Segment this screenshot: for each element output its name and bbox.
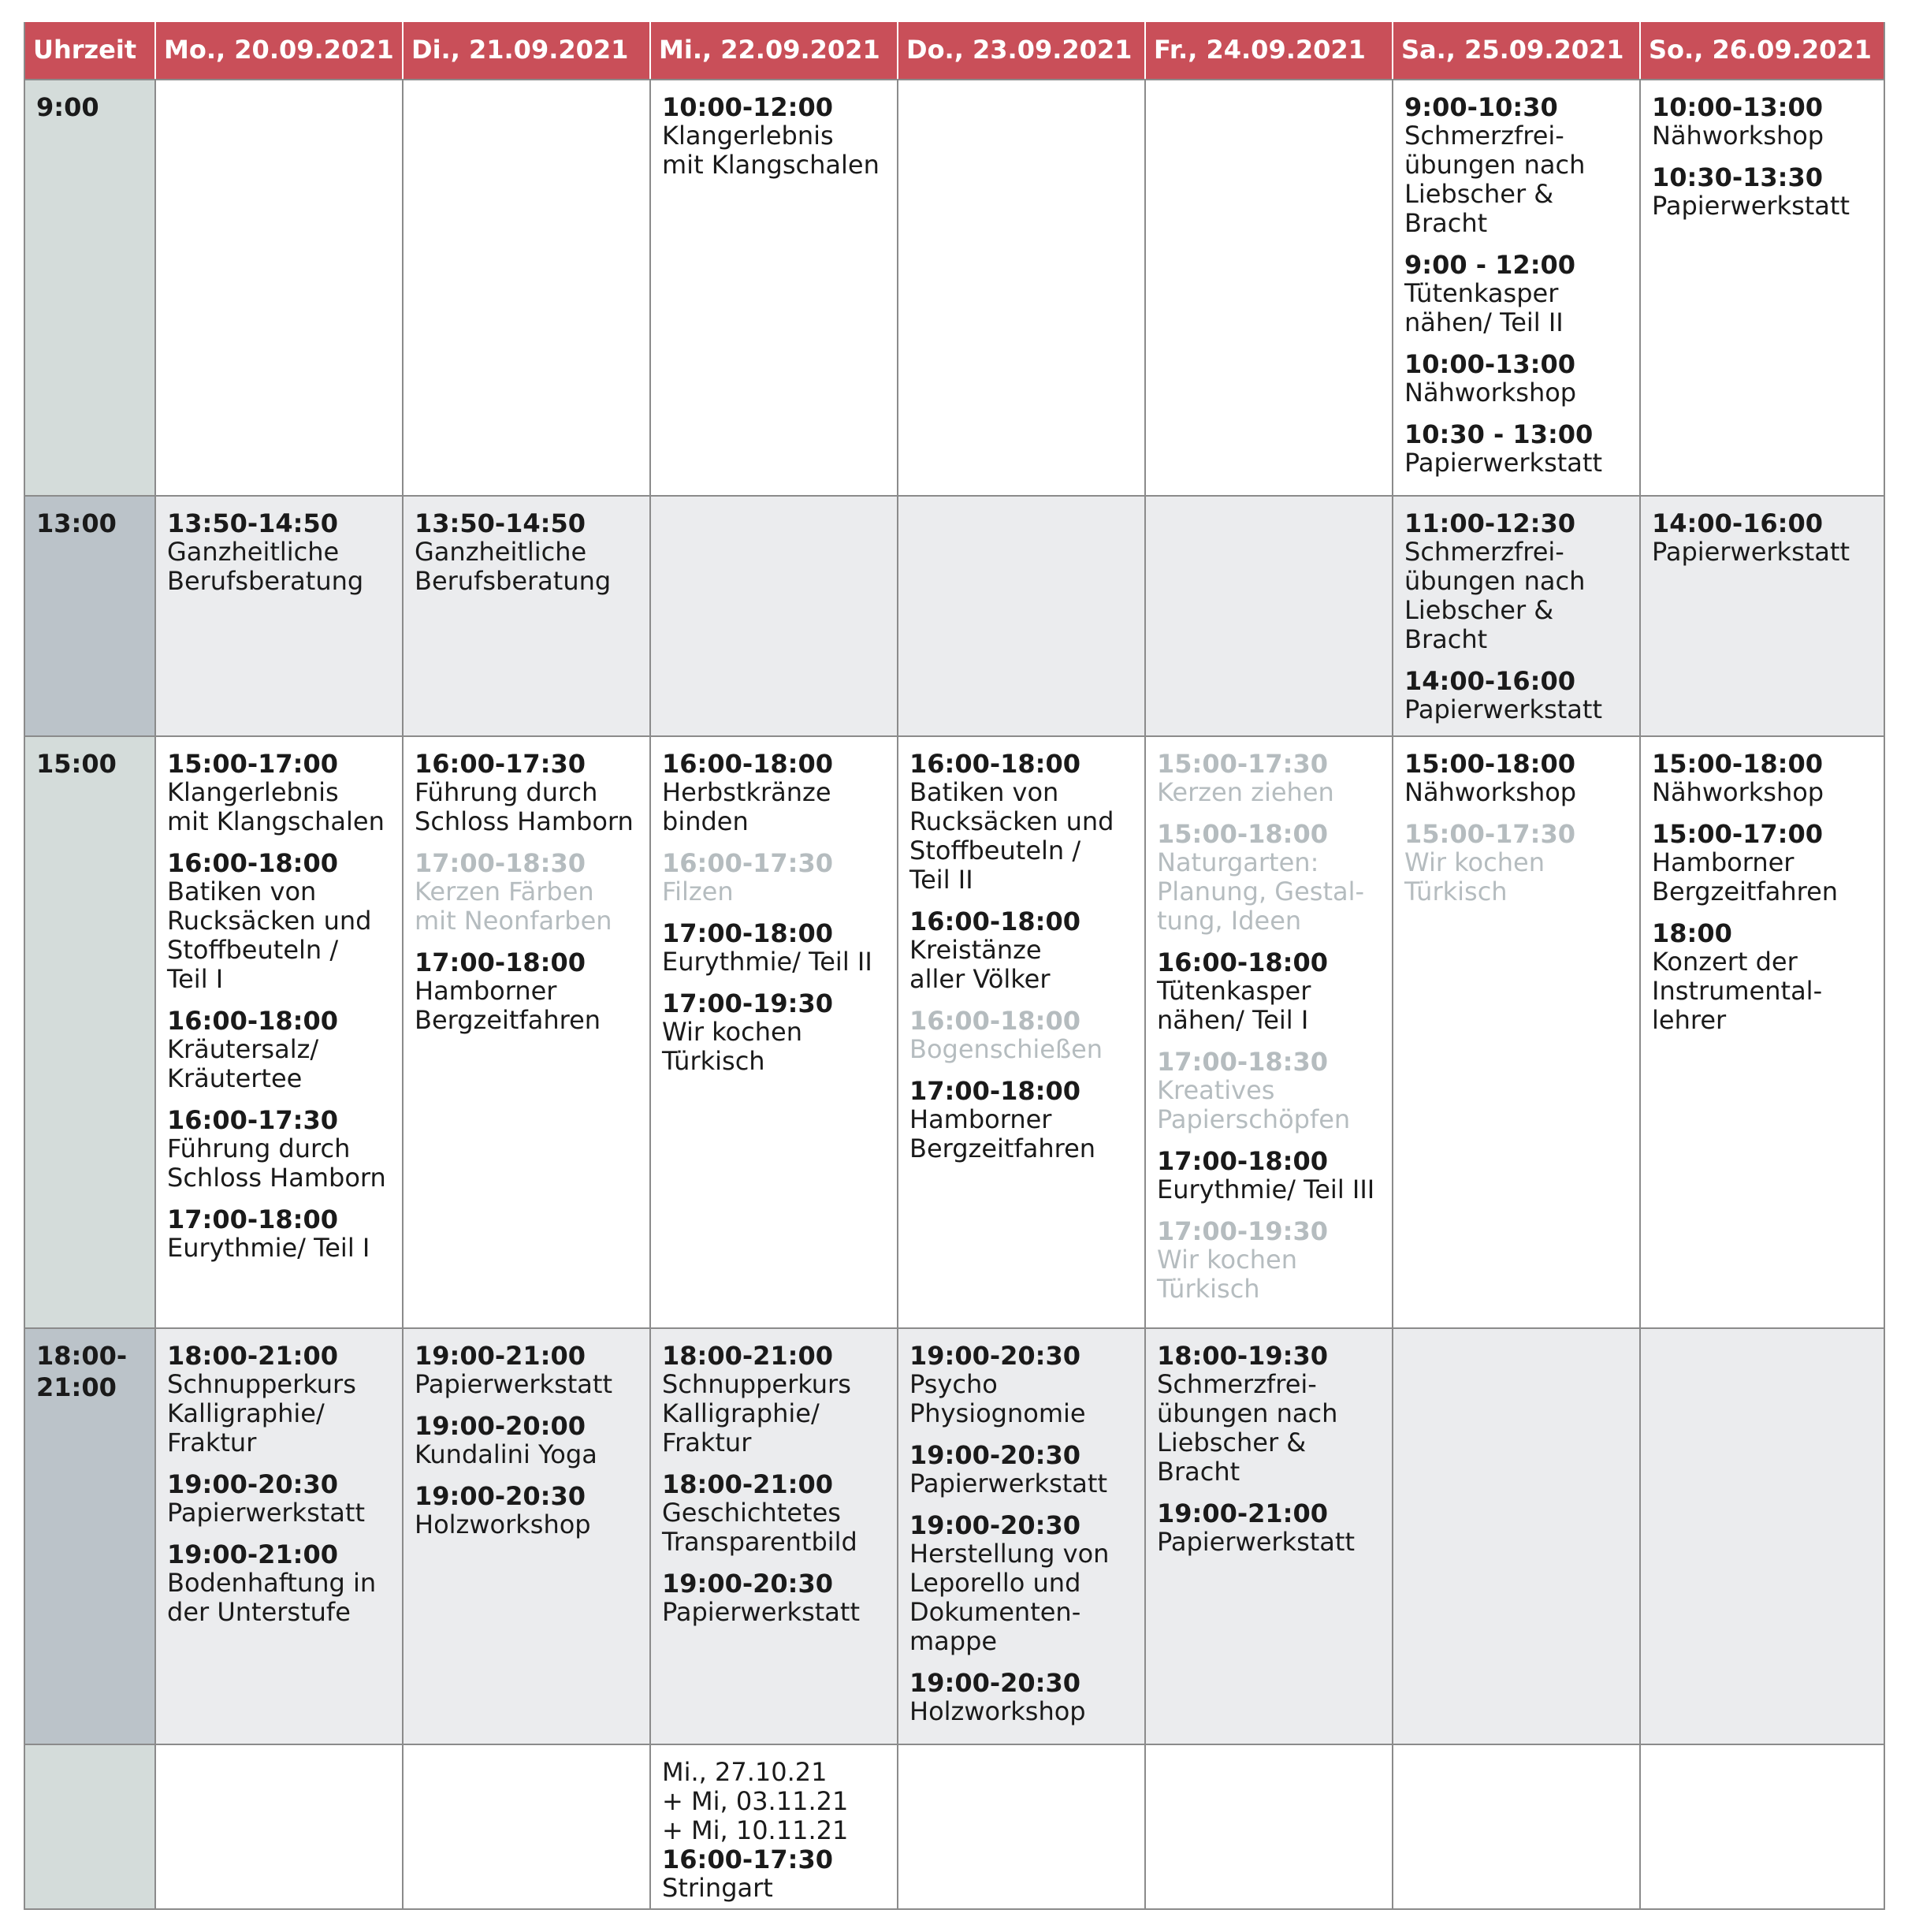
event-title-line: Tütenkasper <box>1404 278 1559 308</box>
event-title-line: Papierwerkstatt <box>662 1597 860 1627</box>
time-slot-label: 9:00 <box>36 92 99 122</box>
event-time: 19:00-20:00 <box>415 1411 586 1441</box>
event-time: 17:00-18:00 <box>167 1204 338 1234</box>
event-title-line: Geschichtetes <box>662 1498 841 1528</box>
event-time: 17:00-18:00 <box>662 918 833 948</box>
event-time: 9:00-10:30 <box>1404 92 1558 122</box>
event-entry <box>662 1569 886 1627</box>
event-time: 16:00-18:00 <box>167 848 338 878</box>
event-entry <box>1157 1499 1381 1557</box>
event-title-line: Papierwerkstatt <box>167 1498 365 1528</box>
event-title-line: Papierwerkstatt <box>1157 1527 1355 1557</box>
event-entry <box>662 93 886 180</box>
grid-line <box>649 79 651 1910</box>
day-column-header: Fr., 24.09.2021 <box>1144 22 1392 79</box>
event-title-line: Papierwerkstatt <box>909 1469 1107 1498</box>
grid-line <box>1392 79 1393 1910</box>
event-entry <box>1652 163 1874 221</box>
event-title-line: Türkisch <box>1157 1274 1260 1304</box>
event-time: 17:00-19:30 <box>662 988 833 1018</box>
event-title-line: lehrer <box>1652 1005 1727 1035</box>
day-cell <box>649 79 897 495</box>
event-entry <box>167 849 391 994</box>
event-time: 16:00-18:00 <box>909 749 1080 779</box>
event-title-line: Kreatives <box>1157 1075 1275 1105</box>
event-entry <box>167 750 391 836</box>
time-slot-label: 18:00- <box>36 1341 128 1371</box>
day-cell <box>154 495 402 735</box>
day-cell <box>1144 1744 1392 1910</box>
event-entry <box>1404 93 1628 238</box>
event-title-line: mappe <box>909 1626 998 1656</box>
event-entry <box>1652 820 1874 906</box>
day-cell <box>1392 1327 1639 1744</box>
event-title-line: Eurythmie/ Teil II <box>662 947 872 977</box>
event-title-line: Kundalini Yoga <box>415 1439 597 1469</box>
event-title-line: Türkisch <box>662 1046 765 1076</box>
event-title-line: Bogenschießen <box>909 1034 1103 1064</box>
event-title-line: Schnupperkurs <box>662 1369 851 1399</box>
event-title-line: Papierwerkstatt <box>1404 694 1602 724</box>
event-title-line: Klangerlebnis <box>662 121 834 151</box>
day-cell <box>154 79 402 495</box>
event-time: 15:00-17:00 <box>1652 819 1823 849</box>
event-time: 19:00-20:30 <box>909 1668 1080 1698</box>
event-title-line: Ganzheitliche <box>415 537 587 567</box>
event-title-line: Fraktur <box>167 1428 257 1457</box>
event-title-line: Schnupperkurs <box>167 1369 356 1399</box>
event-entry <box>167 1205 391 1263</box>
event-title-line: Bergzeitfahren <box>415 1005 601 1035</box>
event-time: 17:00-18:30 <box>415 848 586 878</box>
event-title-line: Rucksäcken und <box>909 806 1114 836</box>
event-title-line: Psycho <box>909 1369 998 1399</box>
event-title-line: Schmerzfrei- <box>1157 1369 1317 1399</box>
event-entry <box>1404 820 1628 906</box>
event-title-line: aller Völker <box>909 964 1051 994</box>
event-title-line: Instrumental- <box>1652 976 1823 1006</box>
event-title-line: Kalligraphie/ <box>662 1398 820 1428</box>
event-entry <box>1157 1048 1381 1134</box>
event-time: 19:00-21:00 <box>1157 1498 1328 1528</box>
event-title-line: Batiken von <box>167 877 317 906</box>
event-title-line: Schloss Hamborn <box>167 1163 386 1193</box>
event-entry <box>1404 350 1628 408</box>
event-entry <box>415 750 638 836</box>
day-cell <box>1392 495 1639 735</box>
event-entry <box>1157 820 1381 936</box>
event-title-line: binden <box>662 806 749 836</box>
event-entry <box>909 1441 1133 1498</box>
event-title-line: Kräutersalz/ <box>167 1034 319 1064</box>
event-time: 15:00-17:00 <box>167 749 338 779</box>
event-title-line: Dokumenten- <box>909 1597 1081 1627</box>
event-time: 16:00-18:00 <box>662 749 833 779</box>
event-time: 14:00-16:00 <box>1404 666 1575 696</box>
event-time: 15:00-18:00 <box>1652 749 1823 779</box>
event-entry <box>662 989 886 1076</box>
event-title-line: Stoffbeuteln / <box>909 836 1081 865</box>
time-slot-label: 15:00 <box>36 749 117 779</box>
event-title-line: Holzworkshop <box>909 1696 1086 1726</box>
event-title-line: Stoffbeuteln / <box>167 935 339 965</box>
event-title-line: nähen/ Teil II <box>1404 307 1564 337</box>
event-entry <box>662 849 886 906</box>
event-time: 18:00-21:00 <box>662 1469 833 1499</box>
day-cell <box>154 1744 402 1910</box>
event-time: 17:00-18:00 <box>1157 1146 1328 1176</box>
day-cell <box>897 495 1144 735</box>
header-separator <box>402 22 404 79</box>
time-slot-cell <box>24 1744 154 1910</box>
event-title-line: Herstellung von <box>909 1539 1110 1569</box>
event-title-line: Nähworkshop <box>1404 378 1577 408</box>
event-time: 16:00-18:00 <box>909 906 1080 936</box>
day-cell <box>649 1327 897 1744</box>
day-cell <box>1392 79 1639 495</box>
event-title-line: Konzert der <box>1652 947 1798 977</box>
event-time: 10:30 - 13:00 <box>1404 419 1594 449</box>
day-cell <box>1144 495 1392 735</box>
event-time: 15:00-18:00 <box>1404 749 1575 779</box>
grid-line <box>24 1327 1885 1329</box>
day-cell <box>897 1327 1144 1744</box>
event-title-line: Nähworkshop <box>1404 777 1577 807</box>
day-cell <box>154 735 402 1327</box>
day-cell <box>402 1744 649 1910</box>
event-entry <box>909 907 1133 994</box>
event-entry <box>415 1342 638 1399</box>
event-title-line: Nähworkshop <box>1652 121 1824 151</box>
event-title-line: Transparentbild <box>662 1527 857 1557</box>
event-entry <box>909 1342 1133 1428</box>
event-time: 18:00-21:00 <box>167 1341 338 1371</box>
header-separator <box>1144 22 1146 79</box>
event-title-line: mit Klangschalen <box>167 806 385 836</box>
event-entry <box>415 1482 638 1539</box>
event-title-line: Bergzeitfahren <box>1652 877 1839 906</box>
day-cell <box>402 1327 649 1744</box>
event-time: 18:00-19:30 <box>1157 1341 1328 1371</box>
header-separator <box>1639 22 1641 79</box>
event-title-line: tung, Ideen <box>1157 906 1302 936</box>
day-cell <box>1392 735 1639 1327</box>
header-separator <box>897 22 898 79</box>
event-title-line: Führung durch <box>167 1134 351 1163</box>
time-slot-label: 13:00 <box>36 508 117 538</box>
grid-line <box>1884 22 1885 1910</box>
event-title-line: Führung durch <box>415 777 598 807</box>
day-cell <box>897 735 1144 1327</box>
grid-line <box>24 495 1885 497</box>
event-title-line: Schloss Hamborn <box>415 806 634 836</box>
event-entry <box>167 1470 391 1528</box>
event-title-line: Bergzeitfahren <box>909 1134 1096 1163</box>
time-slot-label: 21:00 <box>36 1372 117 1402</box>
day-column-header: Mi., 22.09.2021 <box>649 22 897 79</box>
event-time: 15:00-17:30 <box>1404 819 1575 849</box>
event-title-line: Türkisch <box>1404 877 1508 906</box>
event-title-line: Papierwerkstatt <box>415 1369 612 1399</box>
event-title-line: Filzen <box>662 877 734 906</box>
event-title-line: Rucksäcken und <box>167 906 372 936</box>
event-entry <box>167 509 391 596</box>
day-cell <box>649 735 897 1327</box>
event-title-line: Bracht <box>1404 624 1488 654</box>
event-time: 10:00-12:00 <box>662 92 833 122</box>
event-time: 18:00 <box>1652 918 1732 948</box>
time-slot-cell <box>24 495 154 735</box>
event-title-line: Physiognomie <box>909 1398 1086 1428</box>
event-entry <box>662 750 886 836</box>
event-time: 16:00-18:00 <box>909 1006 1080 1036</box>
event-time: 10:00-13:00 <box>1652 92 1823 122</box>
event-time: 16:00-17:30 <box>662 848 833 878</box>
event-entry <box>909 1077 1133 1163</box>
event-entry <box>909 1007 1133 1064</box>
event-title-line: Kerzen Färben <box>415 877 594 906</box>
event-entry <box>662 1470 886 1557</box>
event-time: 15:00-17:30 <box>1157 749 1328 779</box>
event-date-line: + Mi, 03.11.21 <box>662 1786 849 1816</box>
event-title-line: der Unterstufe <box>167 1597 351 1627</box>
event-title-line: nähen/ Teil I <box>1157 1005 1309 1035</box>
event-entry <box>1157 948 1381 1035</box>
event-entry <box>1404 251 1628 337</box>
event-title-line: Papierschöpfen <box>1157 1104 1351 1134</box>
schedule-table <box>24 22 1885 1910</box>
event-time: 19:00-20:30 <box>415 1481 586 1511</box>
day-cell <box>649 495 897 735</box>
event-time: 17:00-18:00 <box>909 1076 1080 1106</box>
event-title-line: Leporello und <box>909 1568 1081 1598</box>
grid-line <box>402 79 404 1910</box>
event-entry <box>415 509 638 596</box>
day-cell <box>402 735 649 1327</box>
event-time: 16:00-17:30 <box>415 749 586 779</box>
event-time: 13:50-14:50 <box>167 508 338 538</box>
event-title-line: Hamborner <box>909 1104 1052 1134</box>
event-entry <box>1652 93 1874 151</box>
event-title-line: übungen nach <box>1157 1398 1338 1428</box>
time-slot-cell <box>24 1327 154 1744</box>
event-time: 14:00-16:00 <box>1652 508 1823 538</box>
event-entry <box>1157 750 1381 807</box>
event-title-line: Liebscher & <box>1404 595 1554 625</box>
event-time: 10:00-13:00 <box>1404 349 1575 379</box>
grid-line <box>154 79 156 1910</box>
event-time: 15:00-18:00 <box>1157 819 1328 849</box>
event-time: 16:00-18:00 <box>1157 947 1328 977</box>
event-time: 17:00-19:30 <box>1157 1216 1328 1246</box>
event-time: 18:00-21:00 <box>662 1341 833 1371</box>
event-title-line: übungen nach <box>1404 150 1586 180</box>
event-title-line: mit Neonfarben <box>415 906 612 936</box>
event-title-line: Kreistänze <box>909 935 1042 965</box>
header-separator <box>154 22 156 79</box>
day-cell <box>1144 79 1392 495</box>
event-date-line: Mi., 27.10.21 <box>662 1757 828 1787</box>
event-entry <box>415 1412 638 1469</box>
event-entry <box>1157 1217 1381 1304</box>
event-entry <box>415 849 638 936</box>
grid-line <box>24 1908 1885 1910</box>
header-separator <box>649 22 651 79</box>
event-title-line: Wir kochen <box>662 1017 802 1047</box>
event-entry <box>1652 919 1874 1035</box>
day-cell <box>1639 1327 1885 1744</box>
event-entry <box>1404 509 1628 654</box>
day-cell <box>897 1744 1144 1910</box>
event-title-line: Liebscher & <box>1404 179 1554 209</box>
event-time: 10:30-13:30 <box>1652 162 1823 192</box>
event-entry <box>909 1511 1133 1656</box>
event-time: 19:00-20:30 <box>909 1510 1080 1540</box>
day-cell <box>1144 1327 1392 1744</box>
event-title-line: Liebscher & <box>1157 1428 1307 1457</box>
event-time: 16:00-17:30 <box>167 1105 338 1135</box>
grid-line <box>1144 79 1146 1910</box>
event-title-line: Fraktur <box>662 1428 752 1457</box>
day-column-header: Di., 21.09.2021 <box>402 22 649 79</box>
day-cell <box>1639 1744 1885 1910</box>
event-time: 17:00-18:30 <box>1157 1047 1328 1077</box>
event-title-line: mit Klangschalen <box>662 150 880 180</box>
header-separator <box>1392 22 1393 79</box>
grid-line <box>897 79 898 1910</box>
event-entry <box>167 1540 391 1627</box>
event-title-line: Wir kochen <box>1157 1245 1297 1275</box>
event-time: 11:00-12:30 <box>1404 508 1575 538</box>
event-entry <box>1404 420 1628 478</box>
event-time: 19:00-20:30 <box>662 1569 833 1599</box>
time-column-header: Uhrzeit <box>24 22 154 79</box>
event-title-line: Teil I <box>167 964 224 994</box>
event-entry <box>662 1342 886 1457</box>
event-title-line: Tütenkasper <box>1157 976 1311 1006</box>
day-column-header: Mo., 20.09.2021 <box>154 22 402 79</box>
event-title-line: Stringart <box>662 1873 773 1903</box>
time-slot-cell <box>24 735 154 1327</box>
day-cell <box>649 1744 897 1910</box>
event-title-line: Bodenhaftung in <box>167 1568 377 1598</box>
event-entry <box>167 1007 391 1093</box>
event-title-line: Klangerlebnis <box>167 777 339 807</box>
event-title-line: übungen nach <box>1404 566 1586 596</box>
event-entry <box>1157 1342 1381 1487</box>
day-cell <box>402 495 649 735</box>
grid-line <box>24 22 25 1910</box>
event-title-line: Kalligraphie/ <box>167 1398 325 1428</box>
event-entry <box>167 1342 391 1457</box>
event-time: 16:00-17:30 <box>662 1845 833 1874</box>
event-title-line: Bracht <box>1157 1457 1240 1487</box>
event-title-line: Bracht <box>1404 208 1488 238</box>
day-cell <box>154 1327 402 1744</box>
event-date-line: + Mi, 10.11.21 <box>662 1815 849 1845</box>
event-entry <box>1404 667 1628 724</box>
event-title-line: Kerzen ziehen <box>1157 777 1334 807</box>
event-title-line: Schmerzfrei- <box>1404 537 1564 567</box>
event-entry <box>415 948 638 1035</box>
event-title-line: Papierwerkstatt <box>1652 537 1850 567</box>
event-time: 17:00-18:00 <box>415 947 586 977</box>
event-entry <box>167 1106 391 1193</box>
event-title-line: Eurythmie/ Teil III <box>1157 1174 1375 1204</box>
event-title-line: Papierwerkstatt <box>1404 448 1602 478</box>
day-cell <box>402 79 649 495</box>
event-title-line: Eurythmie/ Teil I <box>167 1233 370 1263</box>
event-time: 9:00 - 12:00 <box>1404 250 1576 280</box>
event-title-line: Berufsberatung <box>415 566 612 596</box>
event-title-line: Planung, Gestal- <box>1157 877 1365 906</box>
event-title-line: Teil II <box>909 865 973 895</box>
day-cell <box>1639 79 1885 495</box>
event-title-line: Papierwerkstatt <box>1652 191 1850 221</box>
event-title-line: Nähworkshop <box>1652 777 1824 807</box>
day-cell <box>1639 735 1885 1327</box>
time-slot-cell <box>24 79 154 495</box>
event-title-line: Ganzheitliche <box>167 537 340 567</box>
grid-line <box>24 1744 1885 1745</box>
event-title-line: Batiken von <box>909 777 1059 807</box>
event-entry <box>1652 750 1874 807</box>
day-column-header: Do., 23.09.2021 <box>897 22 1144 79</box>
event-entry <box>909 1669 1133 1726</box>
event-time: 19:00-21:00 <box>167 1539 338 1569</box>
grid-line <box>1639 79 1641 1910</box>
event-entry <box>662 1758 886 1903</box>
event-title-line: Holzworkshop <box>415 1509 591 1539</box>
event-title-line: Herbstkränze <box>662 777 831 807</box>
grid-line <box>24 735 1885 737</box>
event-entry <box>909 750 1133 895</box>
event-time: 19:00-20:30 <box>909 1440 1080 1470</box>
event-title-line: Kräutertee <box>167 1063 303 1093</box>
event-title-line: Berufsberatung <box>167 566 364 596</box>
event-title-line: Schmerzfrei- <box>1404 121 1564 151</box>
event-title-line: Hamborner <box>1652 847 1795 877</box>
day-cell <box>1144 735 1392 1327</box>
event-time: 19:00-21:00 <box>415 1341 586 1371</box>
day-cell <box>1639 495 1885 735</box>
event-entry <box>1157 1147 1381 1204</box>
event-time: 16:00-18:00 <box>167 1006 338 1036</box>
day-column-header: So., 26.09.2021 <box>1639 22 1885 79</box>
event-entry <box>1652 509 1874 567</box>
event-time: 13:50-14:50 <box>415 508 586 538</box>
event-time: 19:00-20:30 <box>167 1469 338 1499</box>
event-entry <box>1404 750 1628 807</box>
event-entry <box>662 919 886 977</box>
grid-line <box>24 79 1885 80</box>
event-time: 19:00-20:30 <box>909 1341 1080 1371</box>
day-cell <box>1392 1744 1639 1910</box>
day-cell <box>897 79 1144 495</box>
event-title-line: Wir kochen <box>1404 847 1545 877</box>
event-title-line: Naturgarten: <box>1157 847 1319 877</box>
day-column-header: Sa., 25.09.2021 <box>1392 22 1639 79</box>
event-title-line: Hamborner <box>415 976 557 1006</box>
